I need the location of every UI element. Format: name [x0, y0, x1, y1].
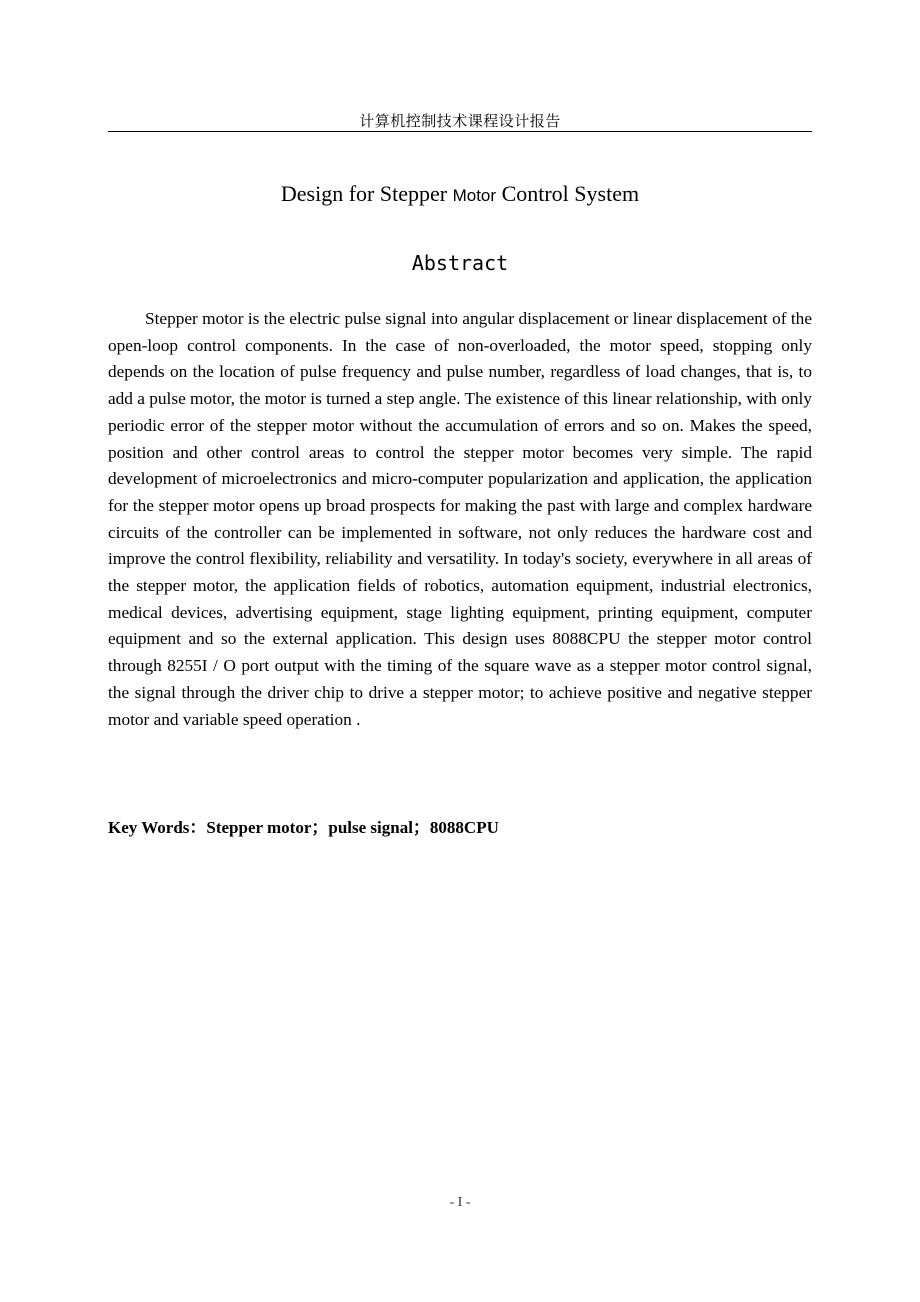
- title-part-1: Design for Stepper: [280, 181, 453, 206]
- header-rule: [108, 131, 812, 132]
- abstract-body: Stepper motor is the electric pulse signal into angular displacement or linear displacement of the open-loop control components. In the case of non-overloaded, the motor speed, stopping only depends on the location of pulse frequency and pulse number, regardless of load changes, that is, to add a pulse motor, the motor is turned a step angle. The existence of this linear relationship, with only periodic error of the stepper motor without the accumulation of errors and so on. Makes the speed, position and other control areas to control the stepper motor becomes very simple. The rapid development of microelectronics and micro-computer popularization and application, the application for the stepper motor opens up broad prospects for making the past with large and complex hardware circuits of the controller can be implemented in software, not only reduces the hardware cost and improve the control flexibility, reliability and versatility. In today's society, everywhere in all areas of the stepper motor, the application fields of robotics, automation equipment, industrial electronics, medical devices, advertising equipment, stage lighting equipment, printing equipment, computer equipment and so the external application. This design uses 8088CPU the stepper motor control through 8255I / O port output with the timing of the square wave as a stepper motor control signal, the signal through the driver chip to drive a stepper motor; to achieve positive and negative stepper motor and variable speed operation .: [108, 309, 812, 729]
- abstract-heading: Abstract: [411, 251, 509, 275]
- running-header: 计算机控制技术课程设计报告: [359, 112, 561, 130]
- title-part-2: Motor: [452, 186, 497, 205]
- keywords: Key Words：Stepper motor；pulse signal；8088CPU: [108, 818, 499, 837]
- document-title: [108, 180, 812, 210]
- title-part-3: Control System: [496, 181, 640, 206]
- page-number: - I -: [449, 1195, 471, 1210]
